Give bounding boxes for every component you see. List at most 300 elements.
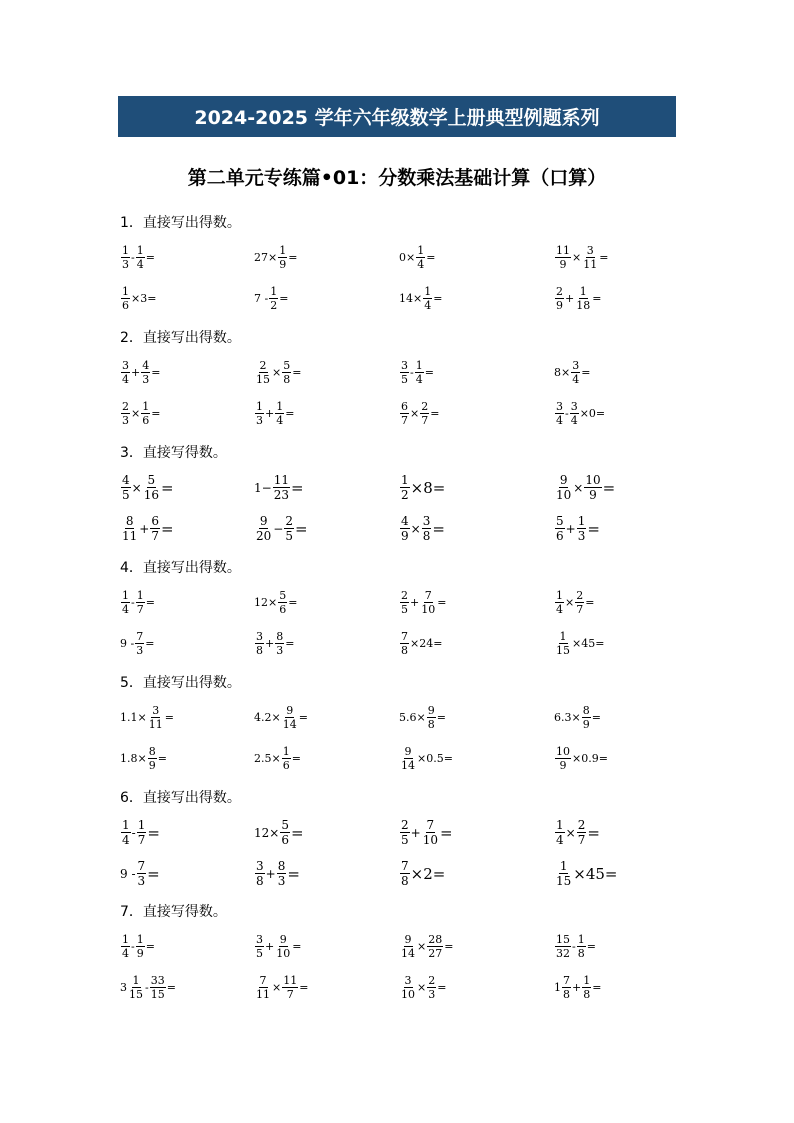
math-problem (120, 352, 160, 393)
numerator: 3 (570, 400, 578, 413)
numerator: 8 (125, 514, 134, 528)
denominator: 4 (136, 258, 144, 271)
expression-text: = (285, 407, 295, 420)
numerator: 5 (283, 359, 291, 372)
denominator: 6 (281, 833, 289, 847)
denominator: 10 (401, 988, 415, 1001)
expression-text: 1 (554, 981, 561, 994)
fraction (423, 286, 432, 311)
numerator: 11 (283, 974, 298, 987)
expression-text: = (437, 981, 447, 994)
expression-text: = (151, 407, 161, 420)
denominator: 3 (256, 414, 263, 427)
numerator: 5 (281, 818, 289, 832)
math-problem (554, 582, 594, 623)
fraction (148, 705, 164, 730)
expression-text: = (279, 292, 289, 305)
expression-text: = (430, 407, 440, 420)
numerator: 1 (256, 400, 263, 413)
numerator: 9 (427, 704, 435, 717)
denominator: 9 (582, 718, 590, 731)
denominator: 15 (256, 373, 270, 386)
expression-text: × (131, 407, 141, 420)
fraction (400, 860, 410, 887)
math-problem (254, 623, 294, 664)
denominator: 9 (559, 258, 567, 271)
numerator: 1 (583, 974, 591, 987)
denominator: 3 (122, 258, 129, 271)
fraction (555, 934, 571, 959)
problem-row (120, 853, 680, 894)
fraction (150, 975, 166, 1000)
denominator: 6 (279, 603, 287, 616)
fraction (582, 975, 591, 1000)
problem-row (120, 352, 680, 393)
exercise-section (120, 558, 680, 664)
expression-text: ×24= (410, 637, 443, 650)
denominator: 11 (583, 258, 598, 271)
denominator: 5 (401, 373, 408, 386)
denominator: 6 (122, 299, 129, 312)
exercise-section (120, 328, 680, 434)
denominator: 8 (583, 988, 591, 1001)
fraction (416, 245, 425, 270)
math-problem (399, 926, 453, 967)
fraction (555, 474, 572, 501)
numerator: 2 (577, 818, 586, 832)
expression-text: 7 - (254, 292, 269, 305)
fraction (427, 705, 436, 730)
numerator: 8 (277, 859, 286, 873)
math-problem (120, 853, 160, 894)
denominator: 10 (422, 833, 438, 847)
denominator: 6 (142, 414, 150, 427)
denominator: 4 (570, 414, 578, 427)
expression-text: = (294, 519, 308, 538)
denominator: 7 (401, 414, 408, 427)
numerator: 2 (428, 974, 436, 987)
expression-text: = (145, 251, 155, 264)
math-problem (254, 582, 297, 623)
denominator: 9 (148, 759, 156, 772)
denominator: 3 (277, 874, 286, 888)
math-problem (120, 467, 174, 508)
math-problem (399, 697, 446, 738)
fraction (555, 286, 564, 311)
exercise-section (120, 673, 680, 779)
numerator: 11 (273, 473, 289, 487)
expression-text: = (285, 637, 295, 650)
numerator: 5 (147, 473, 156, 487)
problem-row (120, 697, 680, 738)
exercise-section (120, 902, 680, 1008)
expression-text: = (164, 711, 174, 724)
expression-text: 5.6× (399, 711, 426, 724)
fraction (282, 705, 298, 730)
math-problem (254, 237, 297, 278)
expression-text: + (410, 596, 420, 609)
numerator: 15 (556, 933, 570, 946)
expression-text: 1− (254, 480, 272, 495)
expression-text: 6.3× (554, 711, 581, 724)
denominator: 5 (122, 488, 130, 502)
denominator: 3 (276, 644, 284, 657)
denominator: 2 (270, 299, 278, 312)
denominator: 4 (415, 373, 423, 386)
numerator: 1 (122, 244, 129, 257)
fraction (136, 590, 145, 615)
denominator: 3 (577, 529, 586, 543)
fraction (577, 934, 586, 959)
numerator: 1 (137, 818, 146, 832)
numerator: 1 (577, 514, 586, 528)
problem-row (120, 237, 680, 278)
fraction (278, 245, 287, 270)
expression-text: - (131, 596, 135, 609)
numerator: 1 (424, 285, 432, 298)
expression-text: × (573, 480, 584, 495)
math-problem (399, 582, 446, 623)
fraction (255, 515, 272, 542)
numerator: 2 (259, 359, 267, 372)
fraction (420, 401, 429, 426)
expression-text: 1.8× (120, 752, 147, 765)
expression-text: = (581, 366, 591, 379)
expression-text: - (131, 251, 135, 264)
numerator: 2 (576, 589, 584, 602)
expression-text: ×8= (410, 478, 446, 497)
numerator: 3 (256, 933, 263, 946)
numerator: 5 (279, 589, 287, 602)
section-title: 4．直接写出得数。 (120, 560, 241, 576)
denominator: 9 (401, 529, 409, 543)
series-banner: 2024-2025 学年六年级数学上册典型例题系列 (118, 96, 676, 137)
fraction (577, 819, 587, 846)
expression-text: − (273, 521, 284, 536)
fraction (400, 590, 409, 615)
numerator: 9 (404, 933, 412, 946)
denominator: 9 (559, 759, 567, 772)
math-problem (399, 352, 434, 393)
numerator: 2 (401, 589, 408, 602)
fraction (278, 590, 287, 615)
numerator: 1 (276, 400, 284, 413)
expression-text: × (565, 825, 576, 840)
denominator: 15 (129, 988, 143, 1001)
math-problem (554, 352, 590, 393)
expression-text: = (145, 940, 155, 953)
denominator: 8 (401, 874, 409, 888)
math-problem (120, 738, 167, 779)
numerator: 3 (256, 859, 264, 873)
numerator: 1 (136, 589, 144, 602)
expression-text: + (565, 521, 576, 536)
denominator: 8 (422, 529, 431, 543)
fraction (137, 819, 147, 846)
expression-text: 2.5× (254, 752, 281, 765)
expression-text: + (265, 637, 275, 650)
expression-text: = (444, 940, 454, 953)
fraction (575, 590, 584, 615)
numerator: 2 (421, 400, 429, 413)
fraction (128, 975, 144, 1000)
denominator: 15 (556, 874, 572, 888)
problem-row (120, 467, 680, 508)
numerator: 1 (415, 359, 423, 372)
expression-text: = (299, 981, 309, 994)
math-problem (399, 967, 446, 1008)
problem-row (120, 278, 680, 319)
fraction (427, 934, 443, 959)
denominator: 3 (136, 644, 144, 657)
denominator: 8 (577, 947, 585, 960)
expression-text: = (591, 711, 601, 724)
fraction (136, 934, 145, 959)
numerator: 7 (401, 859, 409, 873)
numerator: 4 (142, 359, 150, 372)
fraction (121, 590, 130, 615)
fraction (141, 401, 150, 426)
fraction (282, 746, 291, 771)
numerator: 2 (401, 818, 409, 832)
math-problem (399, 508, 445, 549)
fraction (400, 819, 410, 846)
expression-text: × (417, 940, 427, 953)
section-title: 6．直接写出得数。 (120, 790, 241, 806)
fraction (280, 819, 290, 846)
expression-text: = (290, 478, 304, 497)
math-problem (120, 582, 155, 623)
fraction (400, 975, 416, 1000)
numerator: 33 (150, 974, 165, 987)
numerator: 1 (401, 473, 409, 487)
expression-text: = (586, 940, 596, 953)
numerator: 1 (279, 244, 287, 257)
expression-text: = (587, 519, 600, 538)
expression-text: - (565, 407, 569, 420)
denominator: 9 (279, 258, 287, 271)
expression-text: = (592, 981, 602, 994)
fraction (121, 401, 130, 426)
denominator: 10 (421, 603, 436, 616)
fraction (555, 590, 564, 615)
fraction (255, 401, 264, 426)
expression-text: × (410, 521, 421, 536)
numerator: 10 (556, 745, 570, 758)
numerator: 10 (585, 473, 601, 487)
numerator: 3 (572, 359, 580, 372)
denominator: 4 (556, 833, 564, 847)
section-title: 5．直接写出得数。 (120, 675, 241, 691)
exercise-section (120, 788, 680, 894)
math-problem (554, 237, 608, 278)
math-problem (254, 697, 308, 738)
numerator: 7 (259, 974, 267, 987)
math-problem (254, 508, 308, 549)
denominator: 3 (137, 874, 146, 888)
numerator: 2 (556, 285, 563, 298)
numerator: 4 (122, 473, 130, 487)
fraction (555, 401, 564, 426)
fraction (400, 401, 409, 426)
section-title: 3．直接写得数。 (120, 445, 227, 461)
math-problem (254, 393, 294, 434)
denominator: 4 (122, 833, 130, 847)
fraction (562, 975, 571, 1000)
numerator: 9 (279, 933, 287, 946)
denominator: 5 (401, 833, 409, 847)
fraction (273, 474, 290, 501)
fraction (555, 819, 565, 846)
expression-text: × (131, 480, 142, 495)
numerator: 6 (151, 514, 159, 528)
math-problem (554, 393, 605, 434)
numerator: 7 (426, 818, 435, 832)
expression-text: 9 - (120, 866, 136, 881)
expression-text: + (131, 366, 141, 379)
fraction (571, 360, 580, 385)
expression-text: = (592, 292, 602, 305)
numerator: 1 (559, 630, 567, 643)
denominator: 15 (556, 644, 570, 657)
denominator: 3 (142, 373, 150, 386)
denominator: 4 (556, 414, 563, 427)
expression-text: 27× (254, 251, 278, 264)
numerator: 7 (424, 589, 432, 602)
expression-text: ×0= (579, 407, 606, 420)
numerator: 1 (270, 285, 278, 298)
expression-text: = (145, 637, 155, 650)
expression-text: × (272, 981, 282, 994)
denominator: 14 (282, 718, 297, 731)
fraction (575, 286, 591, 311)
fraction (137, 860, 147, 887)
expression-text: = (288, 251, 298, 264)
denominator: 32 (556, 947, 570, 960)
fraction (275, 631, 284, 656)
numerator: 9 (286, 704, 294, 717)
numerator: 9 (404, 745, 412, 758)
math-problem (399, 467, 445, 508)
denominator: 11 (256, 988, 270, 1001)
expression-text: 3 (120, 981, 127, 994)
math-problem (399, 278, 442, 319)
expression-text: 12× (254, 825, 280, 840)
expression-text: ×45= (573, 864, 618, 883)
denominator: 4 (122, 373, 129, 386)
expression-text: = (585, 596, 595, 609)
fraction (282, 360, 291, 385)
problem-row (120, 967, 680, 1008)
numerator: 2 (285, 514, 293, 528)
denominator: 7 (151, 529, 159, 543)
expression-text: 9 - (120, 637, 135, 650)
expression-text: 8× (554, 366, 571, 379)
math-problem (120, 278, 156, 319)
expression-text: + (265, 866, 276, 881)
denominator: 8 (563, 988, 570, 1001)
math-problem (399, 393, 439, 434)
denominator: 5 (285, 529, 293, 543)
fraction (269, 286, 278, 311)
denominator: 20 (256, 529, 272, 543)
fraction (400, 746, 416, 771)
denominator: 7 (137, 833, 146, 847)
expression-text: 1.1× (120, 711, 147, 724)
denominator: 11 (148, 718, 163, 731)
math-problem (399, 738, 453, 779)
numerator: 1 (559, 859, 568, 873)
math-problem (254, 853, 300, 894)
denominator: 7 (576, 603, 584, 616)
expression-text: = (424, 366, 434, 379)
fraction (121, 245, 130, 270)
denominator: 5 (401, 603, 408, 616)
expression-text: 4.2× (254, 711, 281, 724)
denominator: 10 (556, 488, 572, 502)
fraction (275, 934, 291, 959)
fraction (255, 934, 264, 959)
numerator: 28 (428, 933, 443, 946)
denominator: 7 (577, 833, 586, 847)
numerator: 1 (122, 285, 129, 298)
fraction (415, 360, 424, 385)
denominator: 3 (428, 988, 436, 1001)
numerator: 8 (148, 745, 156, 758)
math-problem (399, 623, 442, 664)
fraction (143, 474, 160, 501)
fraction (582, 705, 591, 730)
numerator: 1 (556, 818, 564, 832)
math-problem (120, 926, 155, 967)
denominator: 23 (273, 488, 289, 502)
denominator: 7 (286, 988, 294, 1001)
expression-text: = (602, 478, 616, 497)
math-problem (120, 812, 160, 853)
expression-text: = (288, 596, 298, 609)
expression-text: × (417, 981, 427, 994)
fraction (121, 286, 130, 311)
expression-text: × (572, 251, 582, 264)
exercise-section (120, 443, 680, 549)
fraction (555, 631, 571, 656)
expression-text: = (439, 823, 453, 842)
expression-text: = (147, 823, 160, 842)
section-title: 1．直接写出得数。 (120, 215, 241, 231)
expression-text: - (131, 825, 136, 840)
numerator: 9 (559, 473, 568, 487)
expression-text: = (292, 366, 302, 379)
fraction (422, 819, 439, 846)
math-problem (554, 623, 604, 664)
denominator: 8 (256, 874, 264, 888)
denominator: 6 (282, 759, 290, 772)
math-problem (554, 738, 608, 779)
math-problem (399, 812, 453, 853)
math-problem (120, 237, 155, 278)
denominator: 4 (572, 373, 580, 386)
numerator: 1 (132, 974, 140, 987)
fraction (584, 474, 601, 501)
section-title: 7．直接写得数。 (120, 904, 227, 920)
numerator: 1 (136, 244, 144, 257)
problem-row (120, 926, 680, 967)
numerator: 3 (401, 359, 408, 372)
numerator: 3 (422, 514, 431, 528)
fraction (121, 474, 131, 501)
expression-text: = (292, 940, 302, 953)
numerator: 1 (579, 285, 587, 298)
